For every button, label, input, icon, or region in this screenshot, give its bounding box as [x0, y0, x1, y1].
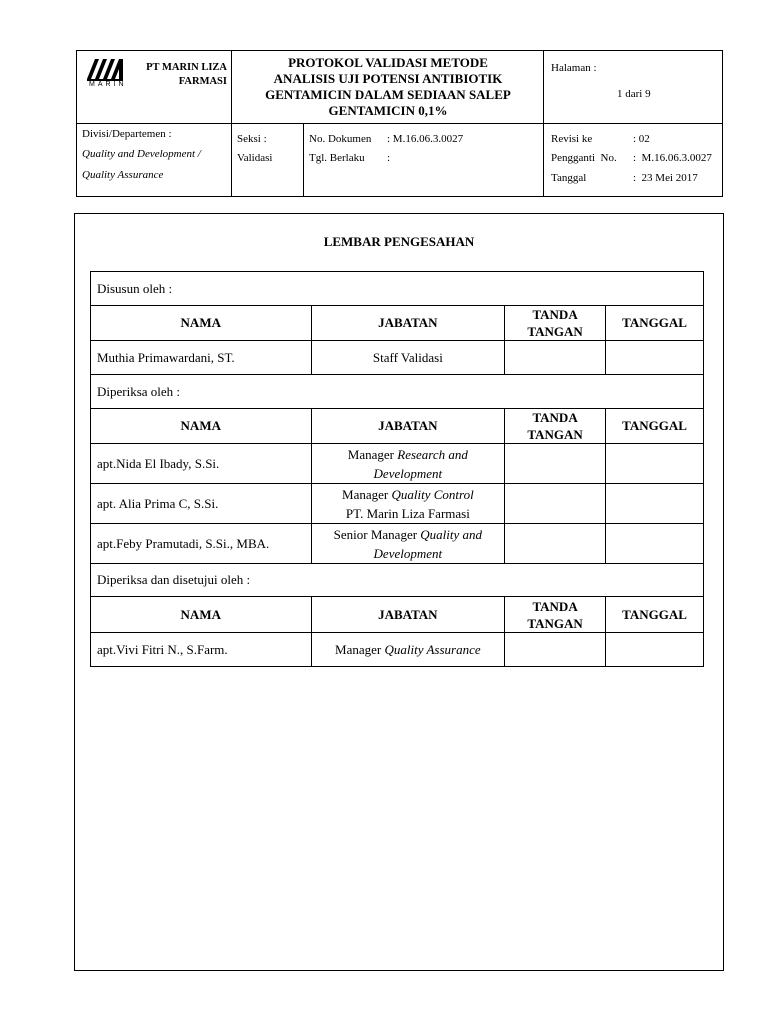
table-row — [91, 484, 704, 524]
table-row — [91, 341, 704, 375]
signature-cell — [505, 341, 606, 375]
col-tanda-text: TANDA — [532, 598, 578, 614]
tgl-berlaku-label: Tgl. Berlaku — [309, 152, 365, 164]
table-header-row — [91, 306, 704, 341]
title-line: GENTAMICIN 0,1% — [328, 103, 448, 118]
col-tangan-text: TANGAN — [527, 427, 583, 442]
date-cell — [606, 633, 704, 667]
nama-cell: apt. Alia Prima C, S.Si. — [91, 484, 312, 524]
title-line: PROTOKOL VALIDASI METODE — [288, 55, 488, 70]
col-tanggal: TANGGAL — [606, 306, 704, 341]
col-tanggal: TANGGAL — [606, 597, 704, 633]
col-tanda-tangan — [505, 306, 606, 341]
col-jabatan: JABATAN — [311, 306, 505, 341]
pengganti-label: Pengganti No. — [551, 152, 617, 164]
divisi-value: Quality and Development / — [82, 148, 201, 160]
no-dokumen-value: : M.16.06.3.0027 — [387, 133, 464, 145]
tanggal-label: Tanggal — [551, 172, 587, 184]
section-row — [91, 375, 704, 409]
jabatan-text: Manager — [347, 446, 398, 462]
section-label: Diperiksa dan disetujui oleh : — [91, 564, 704, 597]
header-divider — [77, 123, 722, 124]
title-line: ANALISIS UJI POTENSI ANTIBIOTIK — [273, 71, 503, 86]
signature-cell — [505, 484, 606, 524]
jabatan-italic: Quality Assurance — [384, 642, 481, 657]
revisi-value: : 02 — [633, 133, 650, 145]
divisi-value: Quality Assurance — [82, 169, 164, 181]
col-tanda-tangan — [505, 409, 606, 444]
jabatan-line2: PT. Marin Liza Farmasi — [345, 505, 470, 521]
nama-cell: Muthia Primawardani, ST. — [91, 341, 312, 375]
col-tanggal: TANGGAL — [606, 409, 704, 444]
divisi-label: Divisi/Departemen : — [82, 128, 172, 140]
page-title: LEMBAR PENGESAHAN — [323, 234, 475, 249]
date-cell — [606, 444, 704, 484]
jabatan-cell — [311, 524, 505, 564]
no-dokumen-label: No. Dokumen — [309, 133, 372, 145]
section-label: Diperiksa oleh : — [91, 375, 704, 409]
halaman-value: 1 dari 9 — [617, 88, 651, 100]
table-row — [91, 524, 704, 564]
pengganti-value: : M.16.06.3.0027 — [633, 152, 712, 164]
jabatan-line2: Development — [373, 465, 443, 481]
signature-cell — [505, 444, 606, 484]
table-header-row — [91, 409, 704, 444]
col-nama: NAMA — [91, 306, 312, 341]
jabatan-text: Manager — [335, 642, 385, 657]
header-divider — [303, 123, 304, 196]
nama-cell: apt.Nida El Ibady, S.Si. — [91, 444, 312, 484]
jabatan-italic: Quality and — [420, 526, 483, 542]
header-divider — [231, 123, 232, 196]
revisi-label: Revisi ke — [551, 133, 593, 145]
tanggal-value: : 23 Mei 2017 — [633, 172, 698, 184]
date-cell — [606, 524, 704, 564]
jabatan-italic: Research and — [397, 446, 468, 462]
jabatan-italic: Quality Control — [391, 486, 474, 502]
col-tanda-text: TANDA — [532, 410, 578, 425]
jabatan-text: Manager — [342, 486, 392, 502]
col-nama: NAMA — [91, 409, 312, 444]
col-tangan-text: TANGAN — [527, 324, 583, 339]
header-divider — [231, 51, 232, 123]
jabatan-cell — [311, 484, 505, 524]
title-line: GENTAMICIN DALAM SEDIAAN SALEP — [265, 87, 511, 102]
company-name — [135, 61, 227, 89]
halaman-label: Halaman : — [551, 62, 597, 74]
section-row — [91, 272, 704, 306]
col-tangan-text: TANGAN — [527, 615, 583, 631]
company-name-line1: PT MARIN LIZA — [146, 62, 227, 73]
logo-wordmark: MARIN — [89, 81, 127, 88]
nama-cell: apt.Feby Pramutadi, S.Si., MBA. — [91, 524, 312, 564]
document-title — [235, 55, 541, 119]
jabatan-cell: Staff Validasi — [311, 341, 505, 375]
company-name-line2: FARMASI — [178, 76, 227, 87]
signature-cell — [505, 524, 606, 564]
signature-cell — [505, 633, 606, 667]
col-tanda-text: TANDA — [532, 307, 578, 322]
jabatan-cell — [311, 633, 505, 667]
seksi-value: Validasi — [237, 152, 273, 164]
col-nama: NAMA — [91, 597, 312, 633]
company-logo — [85, 57, 137, 91]
approval-table — [90, 271, 704, 667]
seksi-label: Seksi : — [237, 133, 267, 145]
date-cell — [606, 484, 704, 524]
jabatan-cell — [311, 444, 505, 484]
col-jabatan: JABATAN — [311, 409, 505, 444]
col-jabatan: JABATAN — [311, 597, 505, 633]
jabatan-text: Senior Manager — [333, 526, 421, 542]
tgl-berlaku-value: : — [387, 152, 391, 164]
table-row — [91, 633, 704, 667]
date-cell — [606, 341, 704, 375]
section-label: Disusun oleh : — [91, 272, 704, 306]
jabatan-line2: Development — [373, 545, 443, 561]
col-tanda-tangan — [505, 597, 606, 633]
table-header-row — [91, 597, 704, 633]
section-row — [91, 564, 704, 597]
nama-cell: apt.Vivi Fitri N., S.Farm. — [91, 633, 312, 667]
table-row — [91, 444, 704, 484]
document-header — [76, 50, 723, 197]
